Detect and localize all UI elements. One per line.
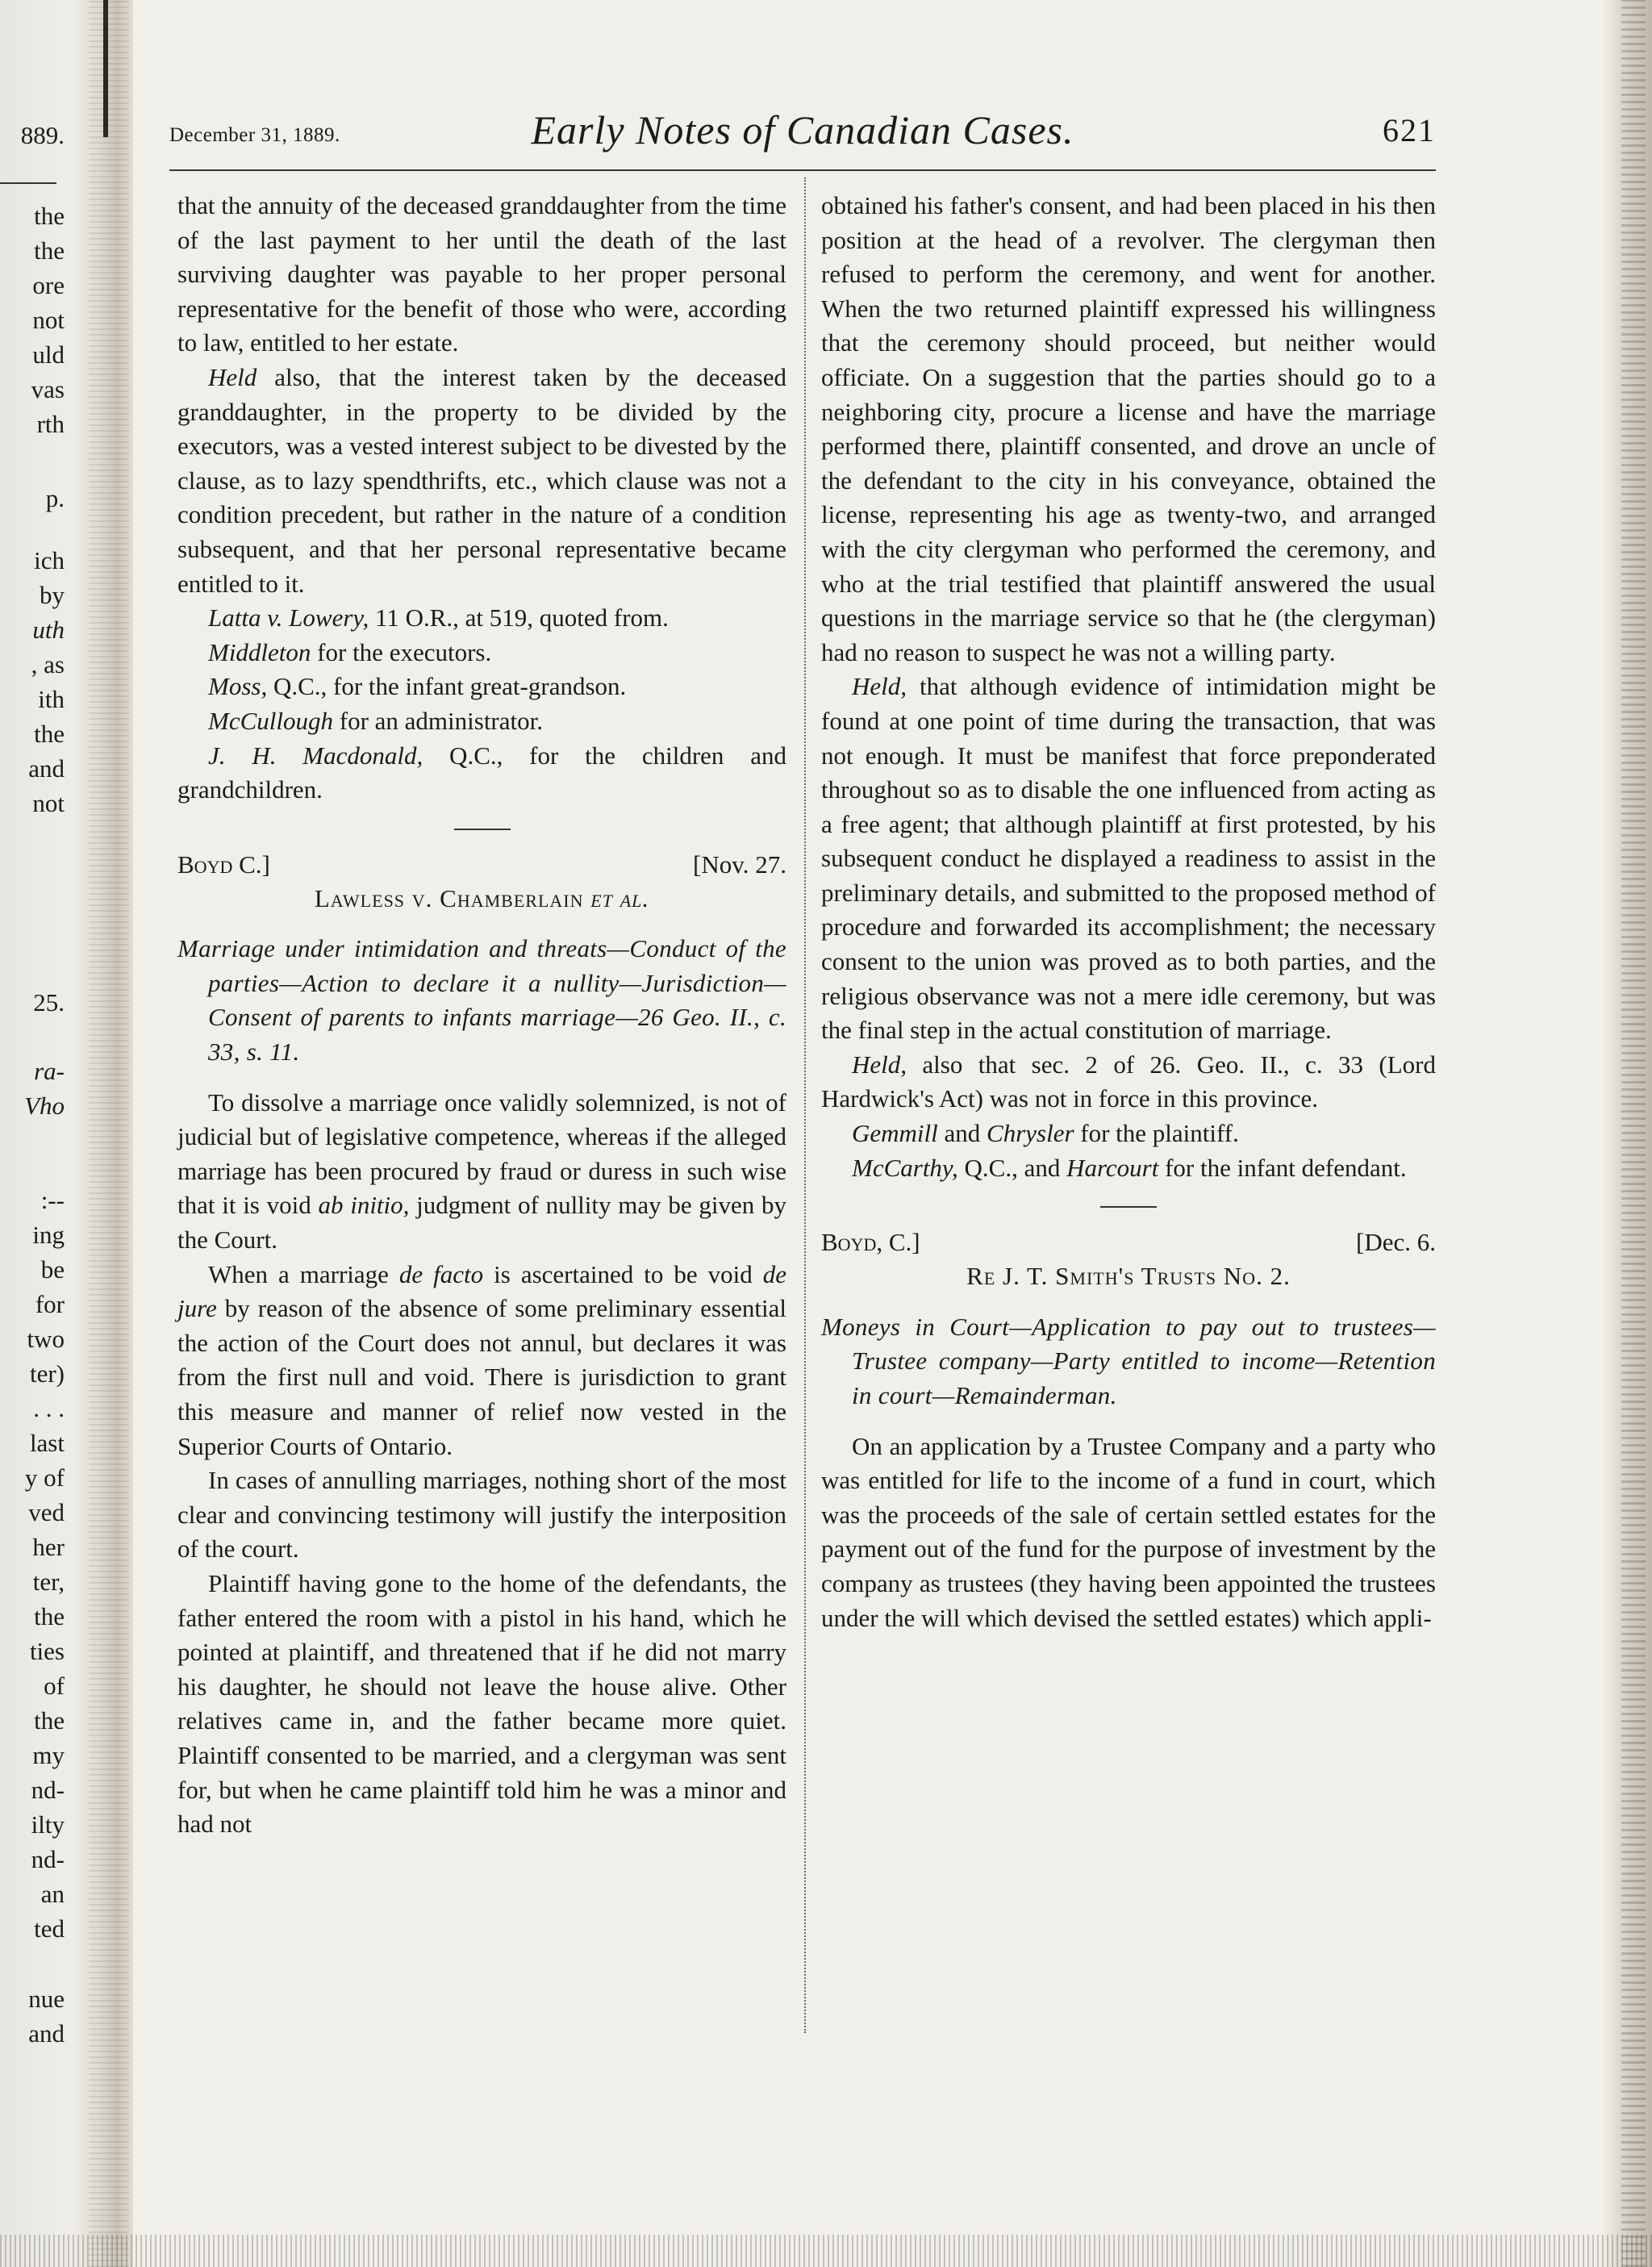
text-run: When a marriage — [208, 1259, 399, 1288]
text-run: Q.C., and — [957, 1153, 1067, 1182]
prev-line: and — [28, 2019, 65, 2048]
counsel-role: Q.C., for the children and grandchildren. — [177, 741, 786, 804]
counsel-name: Chrysler — [987, 1119, 1074, 1148]
latin-phrase: ab initio, — [318, 1191, 410, 1220]
header-rule — [169, 169, 1436, 171]
held-paragraph — [821, 1048, 1436, 1117]
prev-line: Vho — [24, 1092, 65, 1120]
counsel-name: Harcourt — [1066, 1153, 1159, 1182]
prev-line: and — [28, 754, 65, 783]
counsel-line — [177, 739, 786, 808]
header-date: December 31, 1889. — [169, 124, 340, 146]
prev-line: her — [32, 1533, 65, 1561]
latin-phrase: de jure — [177, 1259, 786, 1323]
text-run: by reason of the absence of some preliminary essential the action of the Court does not annul, but declares it was from the first null and void. There is jurisdiction to grant this measure and manner of relief now vested in the Superior Courts of Ontario. — [177, 1294, 786, 1460]
prev-line: by — [40, 581, 65, 609]
counsel-line — [821, 1151, 1436, 1186]
held-label: Held, — [852, 1050, 907, 1079]
latin-phrase: de facto — [398, 1259, 484, 1288]
case-heading — [177, 848, 786, 882]
counsel-name: McCarthy, — [852, 1153, 958, 1182]
case-et-al: et al. — [583, 883, 650, 912]
prev-line: the — [34, 236, 65, 265]
section-separator — [454, 829, 511, 830]
prev-line: . . . — [33, 1394, 65, 1422]
journal-title: Early Notes of Canadian Cases. — [531, 107, 1074, 152]
held-label: Held, — [852, 672, 907, 701]
prev-line: nue — [28, 1985, 65, 2013]
right-column — [821, 189, 1436, 1635]
counsel-line — [177, 670, 786, 704]
headnote-text: Marriage under intimidation and threats—Conduct of the parties—Action to declare it a nullity—Jurisdiction—Consent of parents to infants marriage—26 Geo. II., c. 33, s. 11. — [177, 934, 786, 1067]
prev-line: ing — [32, 1221, 65, 1249]
body-paragraph: On an application by a Trustee Company and a party who was entitled for life to the income of a fund in court, which was the proceeds of the sale of certain settled estates for the payment out of the fund for the purpose of investment by the company as trustees (they having been appointed the trustees under the will which devised the settled estates) which appli- — [821, 1431, 1436, 1632]
prev-line: :-- — [40, 1186, 65, 1214]
scan-gutter-noise — [89, 0, 129, 2267]
headnote — [821, 1310, 1436, 1413]
spacer — [177, 916, 786, 932]
case-parties: Lawless v. Chamberlain — [314, 883, 584, 912]
prev-line: be — [40, 1255, 65, 1284]
text-run: judgment of nullity may be given by the Court. — [177, 1191, 786, 1255]
citation-paragraph — [177, 601, 786, 636]
prev-line: the — [34, 202, 65, 230]
headnote — [177, 932, 786, 1069]
body-paragraph: In cases of annulling marriages, nothing short of the most clear and convincing testimony will justify the interposition of the court. — [177, 1466, 786, 1564]
counsel-role: for the executors. — [311, 637, 492, 666]
prev-line: not — [32, 789, 65, 817]
prev-line: an — [40, 1880, 65, 1908]
case-judge: Boyd, C.] — [821, 1228, 920, 1257]
prev-line: ith — [38, 685, 65, 713]
prev-rule — [0, 182, 56, 184]
citation-case-name: Latta v. Lowery, — [208, 603, 369, 633]
prev-line: the — [34, 1706, 65, 1735]
counsel-name: Middleton — [208, 637, 311, 666]
prev-line: ter, — [32, 1568, 65, 1596]
prev-line: nd- — [31, 1845, 65, 1873]
counsel-name: Moss, — [208, 672, 268, 701]
text-run: To dissolve a marriage once validly solemnized, is not of judicial but of legislative competence, whereas if the alleged marriage has been procured by fraud or duress in such wise that it is void — [177, 1088, 786, 1220]
citation-text: 11 O.R., at 519, quoted from. — [369, 603, 669, 633]
case-name — [177, 882, 786, 916]
body-paragraph: Plaintiff having gone to the home of the defendants, the father entered the room with a pistol in his hand, which he pointed at plaintiff, and threatened that if he did not marry his daughter, he should not leave the house alive. Other relatives came in, and the father became more quiet. Plaintiff consented to be married, and a clergyman was sent for, but when he came plaintiff told him he was a minor and had not — [177, 1568, 786, 1839]
counsel-role: Q.C., for the infant great-grandson. — [267, 672, 627, 701]
spacer — [821, 1413, 1436, 1430]
counsel-name: McCullough — [208, 706, 333, 735]
prev-line: the — [34, 1602, 65, 1630]
held-label: Held — [208, 362, 257, 391]
case-name: Re J. T. Smith's Trusts No. 2. — [966, 1262, 1291, 1291]
scan-spine-mark — [103, 0, 108, 137]
prev-line: 25. — [33, 988, 65, 1017]
spacer — [177, 1070, 786, 1086]
continuation-paragraph: obtained his father's consent, and had been placed in his then position at the head of a revolver. The clergyman then refused to perform the ceremony, and went for another. When the two returned plaintiff expressed his willingness that the ceremony should proceed, but neither would officiate. On a suggestion that the parties should go to a neighboring city, procure a license and have the marriage performed there, plaintiff consented, and drove an uncle of the defendant to the city in his conveyance, obtained the license, representing his age as twenty-two, and arranged with the city clergyman who performed the ceremony, and who at the trial testified that plaintiff answered the usual questions in the marriage service so that he (the clergyman) had no reason to suspect he was not a willing party. — [821, 191, 1436, 666]
prev-line: 889. — [20, 121, 65, 149]
spacer — [821, 1294, 1436, 1310]
prev-line: rth — [36, 410, 65, 438]
prev-line: ich — [34, 546, 65, 574]
left-column — [177, 189, 786, 1842]
prev-line: p. — [45, 484, 65, 512]
body-paragraph — [177, 1258, 786, 1464]
continuation-paragraph: that the annuity of the deceased granddaughter from the time of the last payment to her until the death of the last surviving daughter was payable to her proper personal representative for the benefit of those who were, according to law, entitled to her estate. — [177, 191, 786, 357]
held-paragraph — [177, 361, 786, 601]
prev-line: last — [29, 1429, 65, 1457]
case-date: [Nov. 27. — [693, 850, 786, 879]
counsel-role: for an administrator. — [333, 706, 543, 735]
counsel-line — [177, 636, 786, 670]
prev-line: ties — [29, 1637, 65, 1665]
section-separator — [1100, 1206, 1157, 1208]
previous-page-bleed — [0, 0, 65, 2267]
prev-line: of — [44, 1672, 65, 1700]
prev-line: two — [27, 1325, 65, 1353]
case-heading — [821, 1225, 1436, 1259]
prev-line: my — [32, 1741, 65, 1769]
page-number: 621 — [1383, 112, 1436, 148]
counsel-name: J. H. Macdonald, — [208, 741, 423, 770]
scan-bottom-edge — [0, 2235, 1652, 2267]
counsel-role: for the infant defendant. — [1158, 1153, 1407, 1182]
held-text: that although evidence of intimidation might be found at one point of time during the transaction, that was not enough. It must be manifest that force preponderated throughout so as to disable the one influenced from acting as a free agent; that although plaintiff at first protested, by his subsequent conduct he displayed a readiness to assist in the preliminary details, and submitted to the proposed method of procedure and forwarded its accomplishment; the necessary consent to the union was proved as to both parties, and the religious observance was not a mere idle ceremony, but was the final step in the actual constitution of marriage. — [821, 672, 1436, 1045]
case-date: [Dec. 6. — [1356, 1228, 1436, 1257]
prev-line: nd- — [31, 1776, 65, 1804]
headnote-text: Moneys in Court—Application to pay out to trustees—Trustee company—Party entitled to income—Retention in court—Remainderman. — [821, 1312, 1436, 1409]
counsel-line — [821, 1117, 1436, 1151]
prev-line: ter) — [29, 1359, 65, 1388]
prev-line: uld — [32, 340, 65, 369]
prev-line: ilty — [31, 1810, 65, 1839]
counsel-role: for the plaintiff. — [1074, 1119, 1239, 1148]
case-judge: Boyd C.] — [177, 850, 270, 879]
held-paragraph — [821, 670, 1436, 1048]
prev-line: ra- — [34, 1057, 65, 1085]
prev-line: , as — [31, 650, 65, 678]
prev-line: for — [35, 1290, 65, 1318]
running-header — [169, 106, 1436, 163]
held-text: also, that the interest taken by the deceased granddaughter, in the property to be divided by the executors, was a vested interest subject to be divested by the clause, as to lazy spendthrifts, etc., which clause was not a condition precedent, but rather in the nature of a condition subsequent, and that her personal representative became entitled to it. — [177, 362, 786, 598]
text-run: and — [937, 1119, 987, 1148]
counsel-name: Gemmill — [852, 1119, 938, 1148]
held-text: also that sec. 2 of 26. Geo. II., c. 33 (Lord Hardwick's Act) was not in force in this province. — [821, 1050, 1436, 1113]
counsel-line — [177, 704, 786, 739]
prev-line: y of — [24, 1463, 65, 1492]
column-divider — [804, 177, 806, 2033]
body-paragraph — [177, 1086, 786, 1258]
prev-line: uth — [32, 616, 65, 644]
prev-line: ore — [32, 271, 65, 299]
prev-line: vas — [31, 375, 65, 403]
scan-right-edge-noise — [1621, 0, 1646, 2267]
prev-line: ved — [28, 1498, 65, 1526]
prev-line: ted — [34, 1914, 65, 1943]
prev-line: the — [34, 720, 65, 748]
prev-line: not — [32, 306, 65, 334]
text-run: is ascertained to be void — [483, 1259, 763, 1288]
